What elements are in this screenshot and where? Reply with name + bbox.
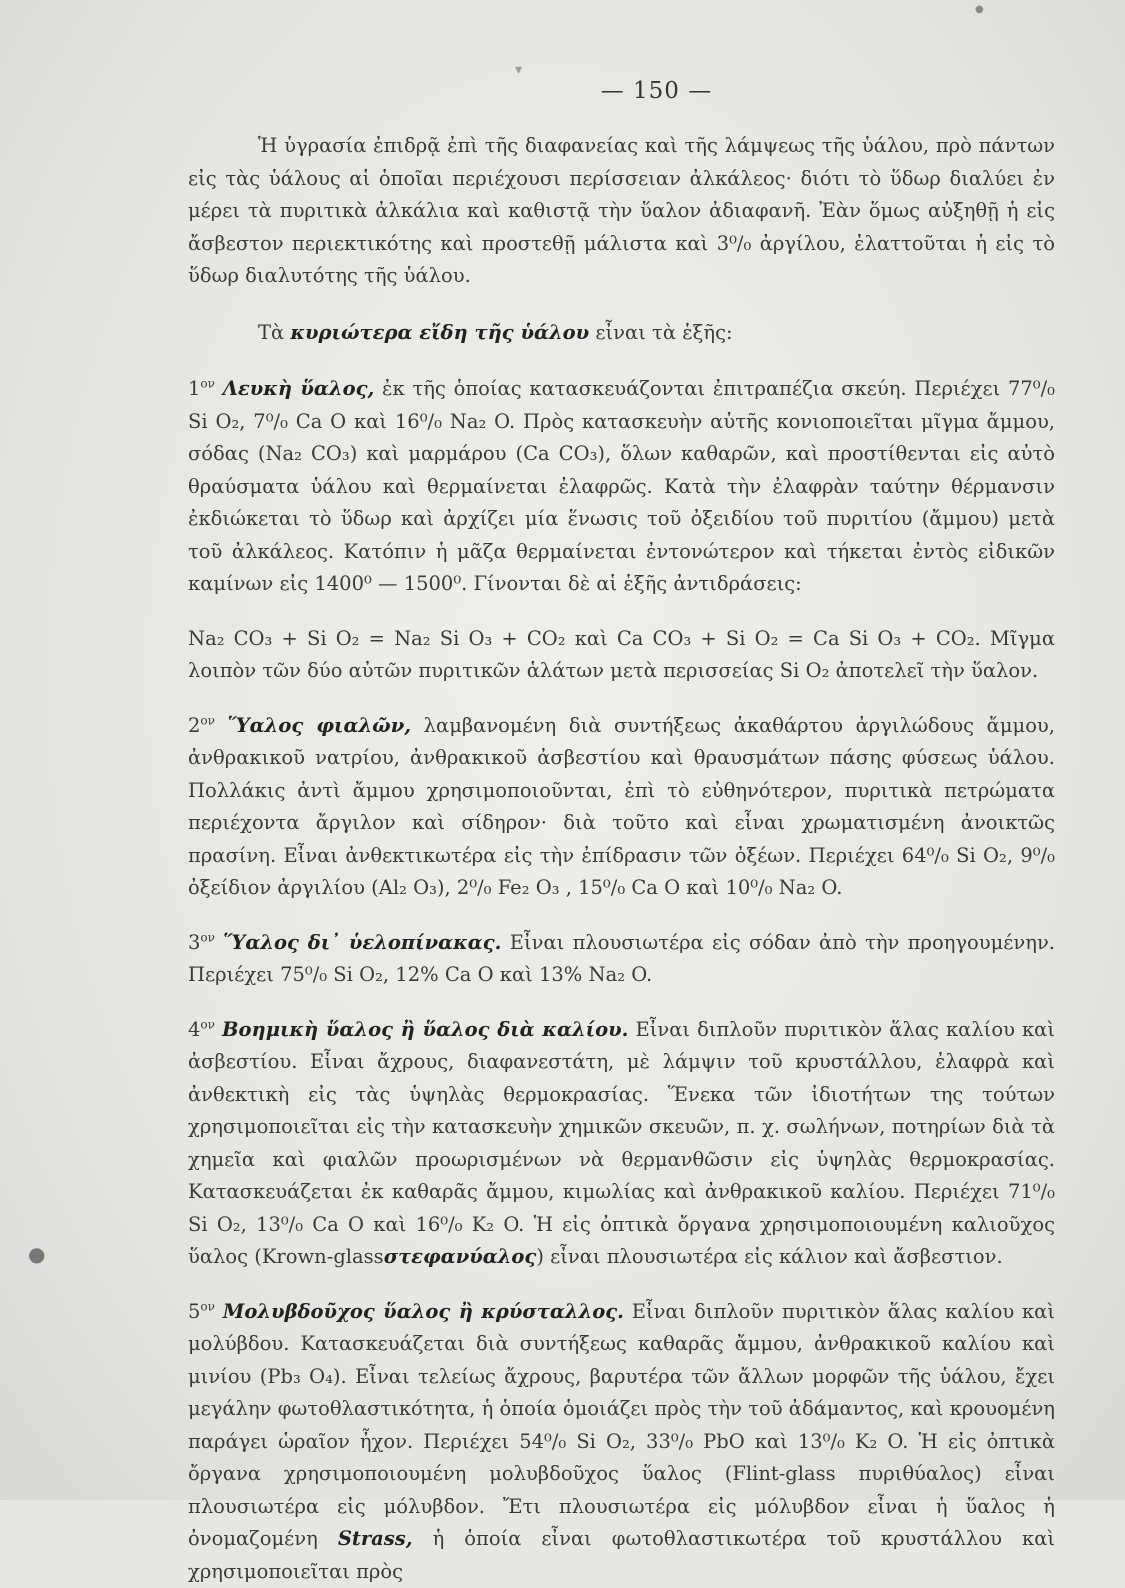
title-lead-glass: Μολυβδοῦχος ὕαλος ἢ κρύσταλλος. bbox=[223, 1300, 624, 1323]
paragraph-intro: Ἡ ὑγρασία ἐπιδρᾷ ἐπὶ τῆς διαφανείας καὶ τῆς λάμψεως τῆς ὑάλου, πρὸ πάντων εἰς τὰς ὑάλους αἱ ὁποῖαι περιέχουσι περίσσειαν ἀλκάλεος· διότι τὸ ὕδωρ διαλύει ἐν μέρει τὰ πυριτικὰ ἀλκάλια καὶ καθιστᾷ τὴν ὕαλον ἀδιαφανῆ. Ἐὰν ὅμως αὐξηθῇ ἡ εἰς ἄσβεστον περιεκτικότης καὶ προστεθῇ μάλιστα καὶ 3⁰/₀ ἀργίλου, ἐλαττοῦται ἡ εἰς τὸ ὕδωρ διαλυτότης τῆς ὑάλου. bbox=[188, 130, 1055, 293]
term-strass: Strass, bbox=[338, 1527, 413, 1550]
paragraph-lead-glass bbox=[188, 1296, 1055, 1588]
text-bohemian-glass: Εἶναι διπλοῦν πυριτικὸν ἅλας καλίου καὶ ἀσβεστίου. Εἶναι ἄχρους, διαφανεστάτη, μὲ λάμψιν τοῦ κρυστάλλου, ἐλαφρὰ καὶ ἀνθεκτικὴ εἰς τὰς ὑψηλὰς θερμοκρασίας. Ἕνεκα τῶν ἰδιοτήτων της τούτων χρησιμοποιεῖται εἰς τὴν κατασκευὴν χημικῶν σκευῶν, π. χ. σωλήνων, ποτηρίων διὰ τὰ χημεῖα καὶ φιαλῶν προωρισμένων νὰ θερμανθῶσιν εἰς ὑψηλὰς θερμοκρασίας. Κατασκευάζεται ἐκ καθαρᾶς ἄμμου, κιμωλίας καὶ ἀνθρακικοῦ καλίου. Περιέχει 71⁰/₀ Si O₂, 13⁰/₀ Ca O καὶ 16⁰/₀ K₂ O. Ἡ εἰς ὀπτικὰ ὄργανα χρησιμοποιουμένη καλιοῦχος ὕαλος (Krown-glass bbox=[188, 1018, 1055, 1269]
page-number: — 150 — bbox=[188, 78, 1055, 104]
scan-speck-margin: ● bbox=[28, 1242, 45, 1266]
kinds-post: εἶναι τὰ ἑξῆς: bbox=[595, 321, 732, 344]
paragraph-window-glass bbox=[188, 927, 1055, 992]
text-lead-glass-end: ἡ ὁποία εἶναι φωτοθλαστικωτέρα τοῦ κρυστάλλου καὶ χρησιμοποιεῖται πρὸς bbox=[188, 1527, 1055, 1583]
paragraph-kinds bbox=[188, 317, 1055, 350]
kinds-bold: κυριώτερα εἴδη τῆς ὑάλου bbox=[290, 321, 589, 344]
paragraph-bohemian-glass bbox=[188, 1014, 1055, 1274]
title-white-glass: Λευκὴ ὕαλος, bbox=[223, 377, 375, 400]
text-lead-glass: Εἶναι διπλοῦν πυριτικὸν ἅλας καλίου καὶ μολύβδου. Κατασκευάζεται διὰ συντήξεως καθαρᾶς ἄμμου, ἀνθρακικοῦ καλίου καὶ μινίου (Pb₃ O₄). Εἶναι τελείως ἄχρους, βαρυτέρα τῶν ἄλλων μορφῶν τῆς ὑάλου, ἔχει μεγάλην φωτοθλαστικότητα, ἡ ὁποία ὁμοιάζει πρὸς τὴν τοῦ ἀδάμαντος, καὶ κρουομένη παράγει ὡραῖον ἦχον. Περιέχει 54⁰/₀ Si O₂, 33⁰/₀ PbO καὶ 13⁰/₀ K₂ O. Ἡ εἰς ὀπτικὰ ὄργανα χρησιμοποιουμένη μολυβδοῦχος ὕαλος (Flint-glass πυριθύαλος) εἶναι πλουσιωτέρα εἰς μόλυβδον. Ἔτι πλουσιωτέρα εἰς μόλυβδον εἶναι ἡ ὕαλος ἡ ὀνομαζομένη bbox=[188, 1300, 1055, 1551]
text-bohemian-glass-end: ) εἶναι πλουσιωτέρα εἰς κάλιον καὶ ἄσβεστιον. bbox=[536, 1245, 1002, 1268]
ordinal-5: $5^{o\nu}$ bbox=[188, 1300, 215, 1323]
term-crown-glass: στεφανύαλος bbox=[384, 1245, 537, 1268]
ordinal-1: $1^{o\nu}$ bbox=[188, 377, 215, 400]
scan-speck: ▾ bbox=[515, 62, 522, 78]
title-window-glass: Ὕαλος δι᾿ ὑελοπίνακας. bbox=[223, 931, 501, 954]
ordinal-2: $2^{o\nu}$ bbox=[188, 714, 215, 737]
title-bottle-glass: Ὕαλος φιαλῶν, bbox=[228, 714, 412, 737]
text-window-glass: Εἶναι πλουσιωτέρα εἰς σόδαν ἀπὸ τὴν προηγουμένην. Περιέχει 75⁰/₀ Si O₂, 12% Ca O καὶ 13% Na₂ O. bbox=[188, 931, 1055, 987]
paragraph-bottle-glass bbox=[188, 710, 1055, 905]
kinds-pre: Τὰ bbox=[258, 321, 284, 344]
ordinal-4: $4^{o\nu}$ bbox=[188, 1018, 215, 1041]
paragraph-reactions: Na₂ CO₃ + Si O₂ = Na₂ Si O₃ + CO₂ καὶ Ca CO₃ + Si O₂ = Ca Si O₃ + CO₂. Μῖγμα λοιπὸν τῶν δύο αὐτῶν πυριτικῶν ἁλάτων μετὰ περισσείας Si O₂ ἀποτελεῖ τὴν ὕαλον. bbox=[188, 623, 1055, 688]
scan-speck-top: ● bbox=[975, 4, 984, 15]
text-bottle-glass: λαμβανομένη διὰ συντήξεως ἀκαθάρτου ἀργιλώδους ἄμμου, ἀνθρακικοῦ νατρίου, ἀνθρακικοῦ ἀσβεστίου καὶ θραυσμάτων πάσης φύσεως ὑάλου. Πολλάκις ἀντὶ ἄμμου χρησιμοποιοῦνται, ἐπὶ τὸ εὐθηνότερον, πυριτικὰ πετρώματα περιέχοντα ἄργιλον καὶ σίδηρον· διὰ τοῦτο καὶ εἶναι χρωματισμένη ἀνοικτῶς πρασίνη. Εἶναι ἀνθεκτικωτέρα εἰς τὴν ἐπίδρασιν τῶν ὀξέων. Περιέχει 64⁰/₀ Si O₂, 9⁰/₀ ὀξείδιον ἀργιλίου (Al₂ O₃), 2⁰/₀ Fe₂ O₃ , 15⁰/₀ Ca O καὶ 10⁰/₀ Na₂ O. bbox=[188, 714, 1055, 900]
paragraph-white-glass bbox=[188, 373, 1055, 601]
text-white-glass: ἐκ τῆς ὁποίας κατασκευάζονται ἐπιτραπέζια σκεύη. Περιέχει 77⁰/₀ Si O₂, 7⁰/₀ Ca O καὶ 16⁰/₀ Na₂ O. Πρὸς κατασκευὴν αὐτῆς κονιοποιεῖται μῖγμα ἄμμου, σόδας (Na₂ CO₃) καὶ μαρμάρου (Ca CO₃), ὅλων καθαρῶν, καὶ προστίθενται εἰς αὐτὸ θραύσματα ὑάλου καὶ θερμαίνεται ἐλαφρῶς. Κατὰ τὴν ἐλαφρὰν ταύτην θέρμανσιν ἐκδιώκεται τὸ ὕδωρ καὶ ἀρχίζει μία ἕνωσις τοῦ ὀξειδίου τοῦ πυριτίου (ἄμμου) μετὰ τοῦ ἀλκάλεος. Κατόπιν ἡ μᾶζα θερμαίνεται ἐντονώτερον καὶ τήκεται ἐντὸς εἰδικῶν καμίνων εἰς 1400⁰ — 1500⁰. Γίνονται δὲ αἱ ἑξῆς ἀντιδράσεις: bbox=[188, 377, 1055, 595]
ordinal-3: $3^{o\nu}$ bbox=[188, 931, 215, 954]
title-bohemian-glass: Βοημικὴ ὕαλος ἢ ὕαλος διὰ καλίου. bbox=[222, 1018, 628, 1041]
